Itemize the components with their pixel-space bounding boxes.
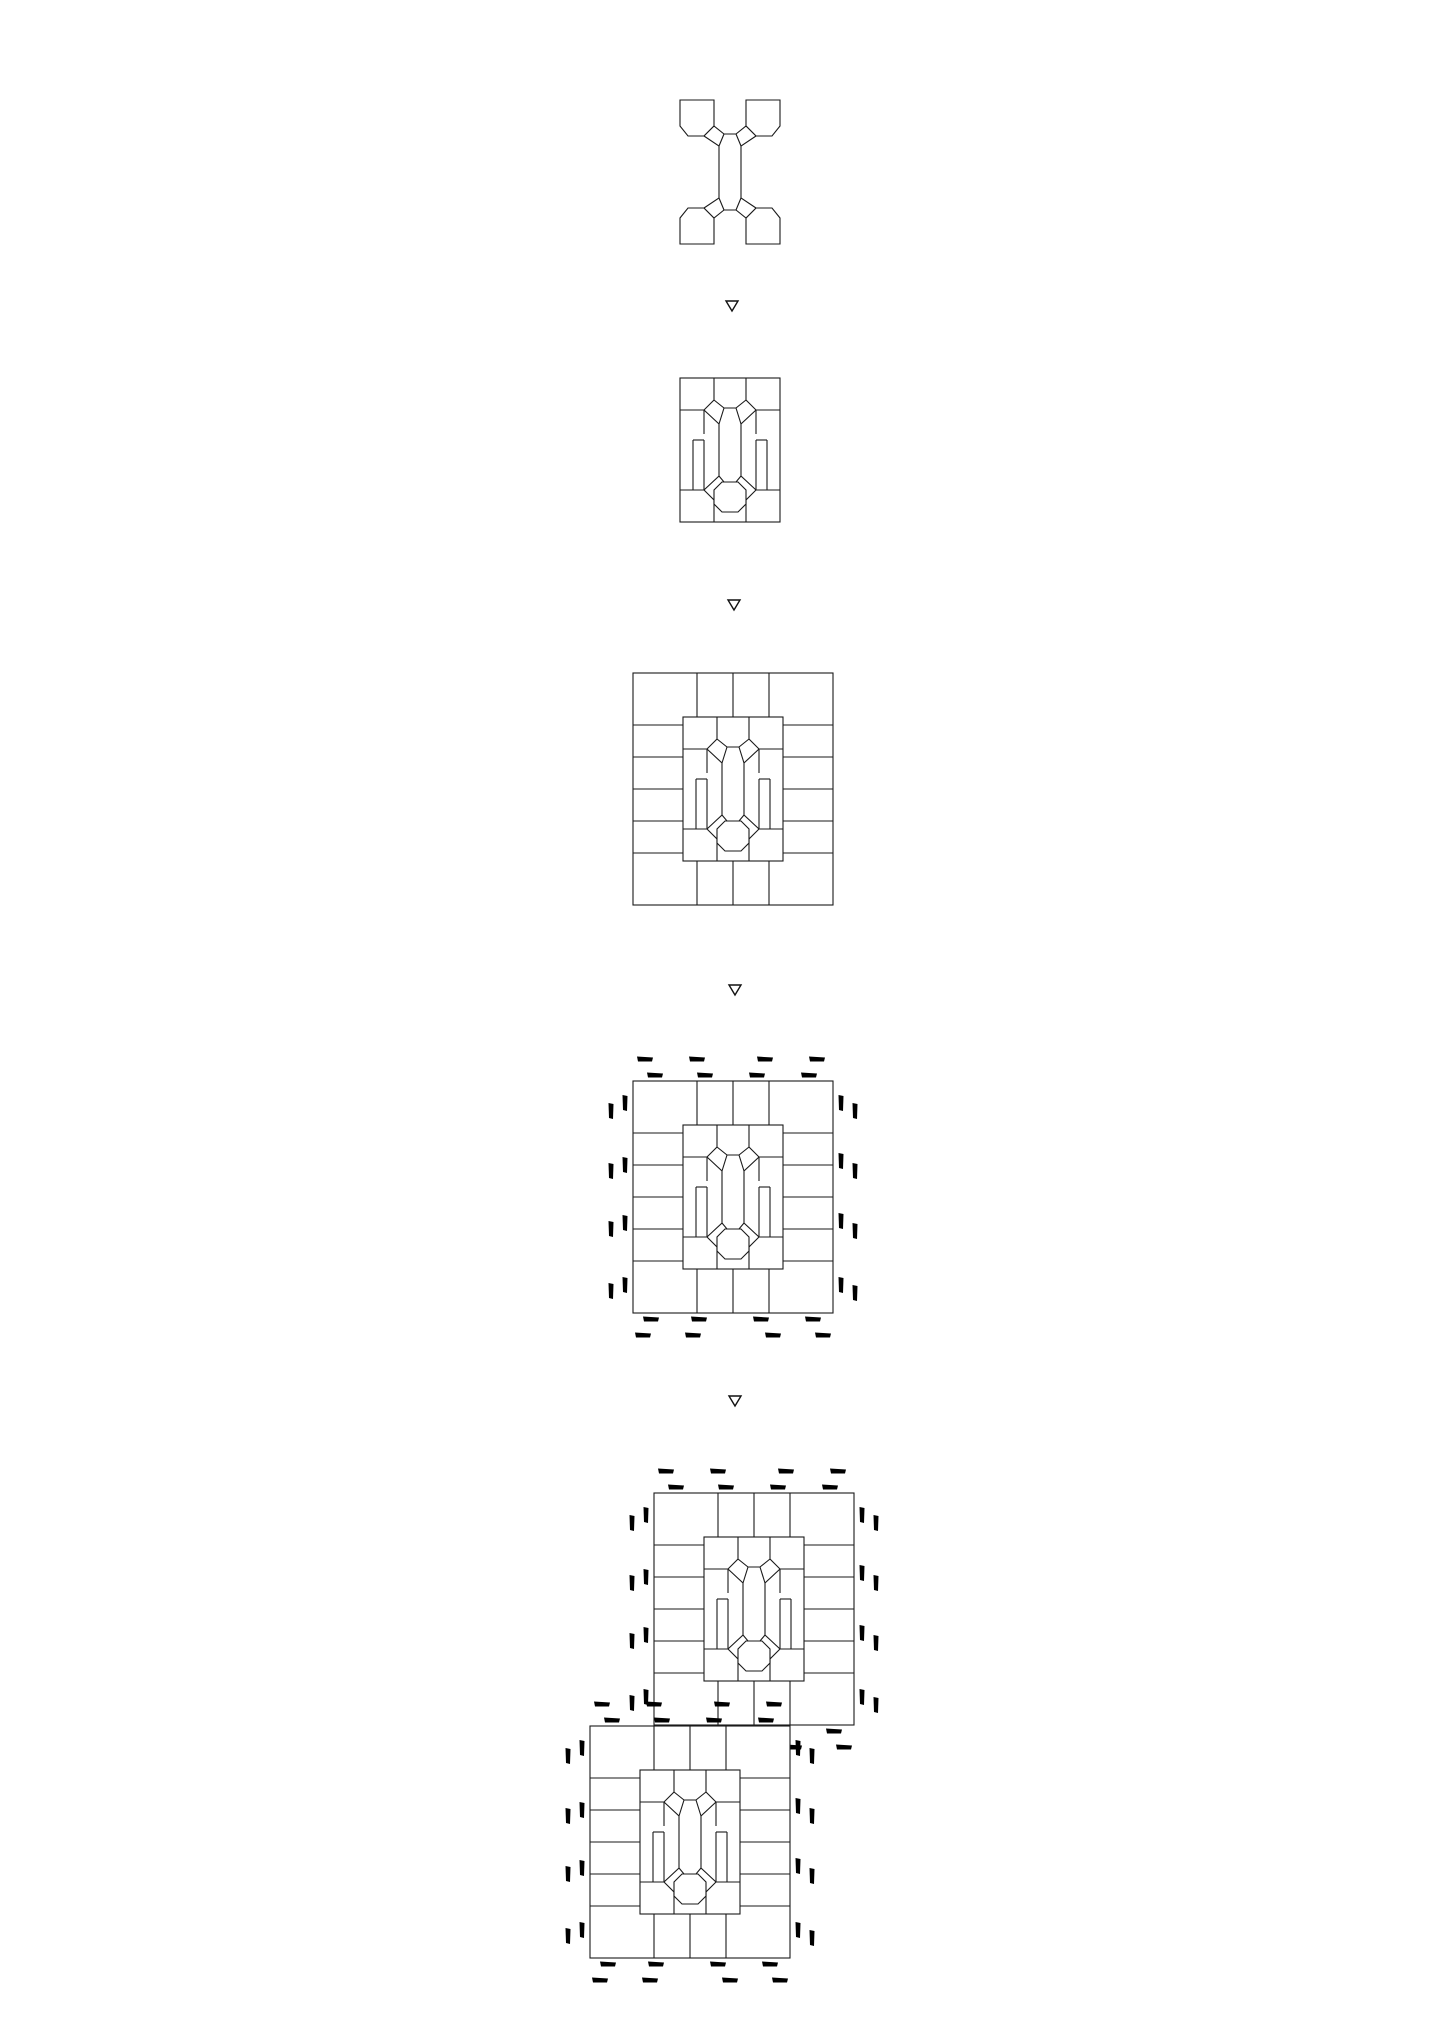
- down-triangle-icon: [729, 985, 741, 995]
- down-triangle-icon: [729, 1396, 741, 1406]
- step-4-unit-with-seating: [609, 1057, 858, 1338]
- step-1-core-unit: [680, 100, 780, 244]
- down-triangle-icon: [726, 301, 738, 311]
- step-5-two-units-combined: [566, 1469, 879, 1983]
- step-3-unit-with-outer-ring: [633, 673, 833, 905]
- down-triangle-icon: [728, 600, 740, 610]
- lower-unit: [566, 1702, 815, 1983]
- upper-unit: [630, 1469, 879, 1750]
- step-2-enclosed-unit: [680, 378, 780, 522]
